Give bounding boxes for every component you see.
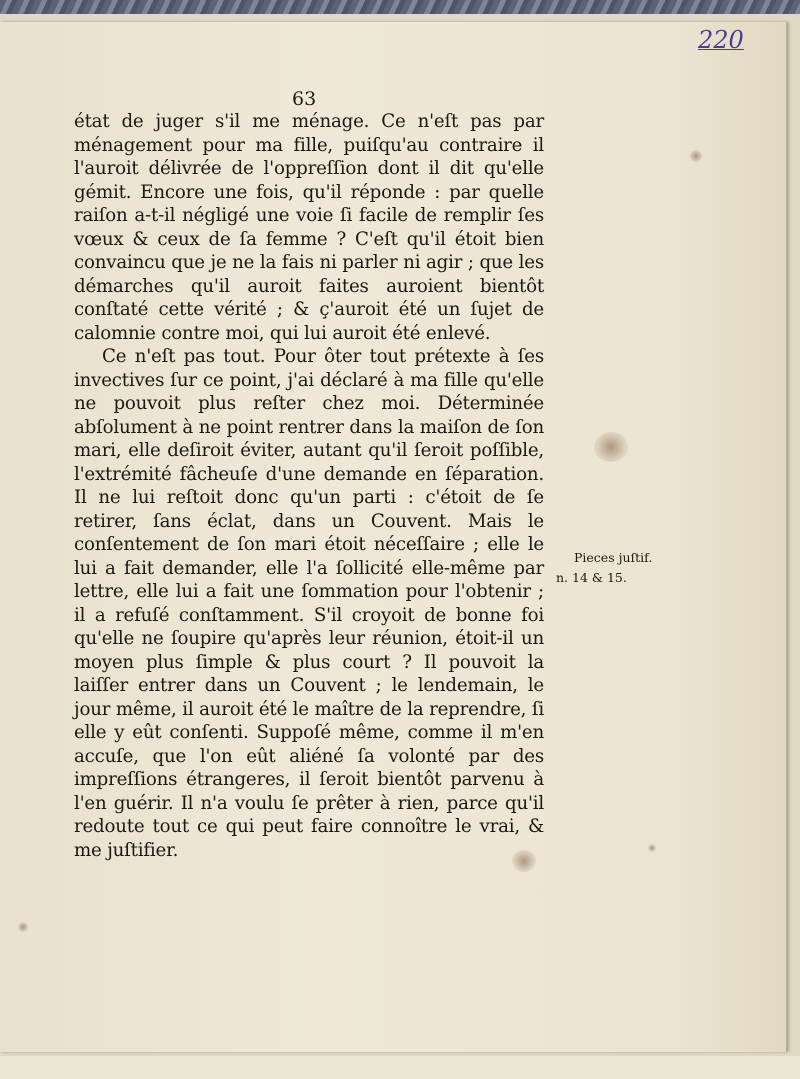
manuscript-folio-number: 220: [698, 26, 744, 54]
foxing-stain: [594, 432, 628, 462]
foxing-stain: [648, 844, 656, 852]
margin-note-line-2: n. 14 & 15.: [556, 570, 627, 585]
margin-note-line-1: Pieces juſtif.: [574, 550, 653, 565]
paragraph-2: Ce n'eſt pas tout. Pour ôter tout prétexte à ſes invectives ſur ce point, j'ai déclaré à ma fille qu'elle ne pouvoit plus reſter chez moi. Déterminée abſolument à ne point rentrer dans la maiſon de ſon mari, elle deſiroit éviter, autant qu'il ſeroit poſſible, l'extrémité fâcheuſe d'une demande en ſéparation. Il ne lui reſtoit donc qu'un parti : c'étoit de ſe retirer, ſans éclat, dans un Couvent. Mais le conſentement de ſon mari étoit néceſſaire ; elle le lui a fait demander, elle l'a ſollicité elle-même par lettre, elle lui a fait une ſommation pour l'obtenir ; il a refuſé conſtamment. S'il croyoit de bonne foi qu'elle ne ſoupire qu'après leur réunion, étoit-il un moyen plus ſimple & plus court ? Il pouvoit la laiſſer entrer dans un Couvent ; le lendemain, le jour même, il auroit été le maître de la reprendre, ſi elle y eût conſenti. Suppoſé même, comme il m'en accuſe, que l'on eût aliéné ſa volonté par des impreſſions étrangeres, il ſeroit bientôt parvenu à l'en guérir. Il n'a voulu ſe prêter à rien, parce qu'il redoute tout ce qui peut faire connoître le vrai, & me juſtifier.: [74, 346, 544, 861]
paragraph-1: état de juger s'il me ménage. Ce n'eſt pas par ménagement pour ma fille, puiſqu'au contraire il l'auroit délivrée de l'oppreſſion dont il dit qu'elle gémit. Encore une fois, qu'il réponde : par quelle raiſon a-t-il négligé une voie ſi facile de remplir ſes vœux & ceux de ſa femme ? C'eſt qu'il étoit bien convaincu que je ne la fais ni parler ni agir ; que les démarches qu'il auroit faites auroient bientôt conſtaté cette vérité ; & ç'auroit été un ſujet de calomnie contre moi, qui lui auroit été enlevé.: [74, 111, 544, 344]
foxing-stain: [690, 150, 702, 162]
foxing-stain: [18, 922, 28, 932]
body-text: [74, 110, 544, 862]
next-page-edge: [0, 1056, 800, 1079]
page-number: 63: [292, 88, 317, 110]
margin-note: [556, 548, 676, 588]
